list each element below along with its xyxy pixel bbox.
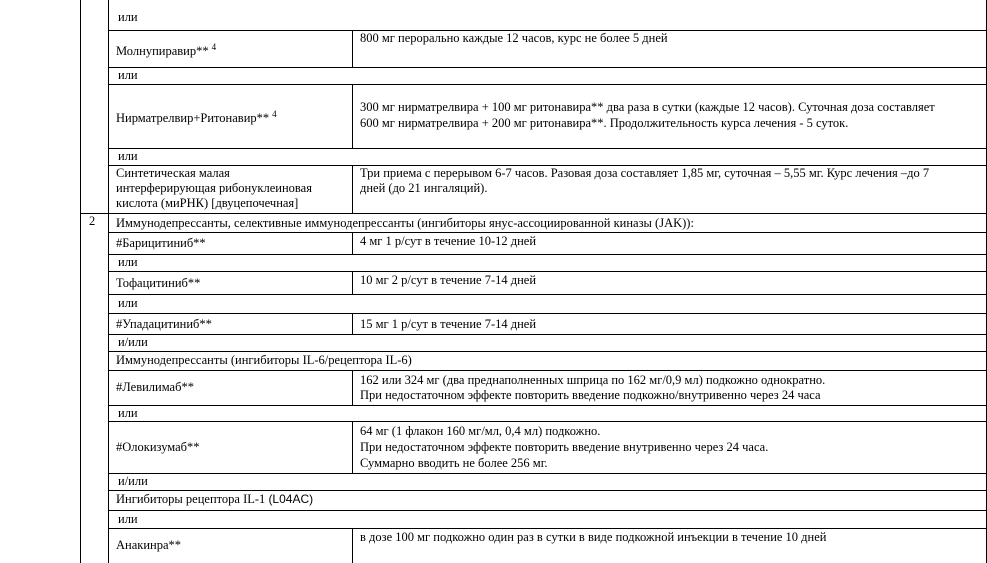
divider-name-dose [352,313,353,334]
divider-name-dose [352,232,353,254]
row-border [108,490,987,491]
row-border [108,351,987,352]
divider-name-dose [352,370,353,405]
connector-or: или [118,10,138,24]
dosage-text: При недостаточном эффекте повторить введение внутривенно через 24 часа. [360,440,769,454]
row-border [108,254,987,255]
connector-or: или [118,149,138,163]
connector-and-or: и/или [118,335,148,349]
drug-name: #Барицитиниб** [116,236,206,250]
divider-name-dose [352,84,353,148]
connector-or: или [118,68,138,82]
drug-name [116,40,216,59]
row-border [108,421,987,422]
row-border [108,271,987,272]
dosage-text: При недостаточном эффекте повторить введение подкожно/внутривенно через 24 часа [360,388,821,402]
row-border [108,84,987,85]
divider-name-dose [352,165,353,213]
group-header-text: Ингибиторы рецептора IL-1 [116,492,266,506]
footnote-ref: 4 [272,109,277,119]
section-number: 2 [89,214,96,228]
divider-name-dose [352,421,353,473]
drug-name-text: Молнупиравир** [116,44,209,58]
group-header [116,492,313,507]
dosage-text: 64 мг (1 флакон 160 мг/мл, 0,4 мл) подкожно. [360,424,601,438]
dosage-text: 162 или 324 мг (два преднаполненных шприца по 162 мг/0,9 мл) подкожно однократно. [360,373,826,387]
dosage-text: Три приема с перерывом 6-7 часов. Разовая доза составляет 1,85 мг, суточная – 5,55 мг. Курс лечения –до 7 [360,166,930,180]
drug-name-text: Нирматрелвир+Ритонавир** [116,111,270,125]
dosage-text: 300 мг нирматрелвира + 100 мг ритонавира** два раза в сутки (каждые 12 часов). Суточная доза составляет [360,100,935,114]
dosage-text: в дозе 100 мг подкожно один раз в сутки в виде подкожной инъекции в течение 10 дней [360,530,827,544]
row-border [108,313,987,314]
drug-name: #Левилимаб** [116,380,194,394]
dosage-text: Суммарно вводить не более 256 мг. [360,456,548,470]
divider-name-dose [352,30,353,67]
drug-name: Анакинра** [116,538,182,552]
connector-and-or: и/или [118,474,148,488]
section-border [80,213,987,214]
drug-name: интерферирующая рибонуклеиновая [116,181,312,195]
row-border [108,370,987,371]
row-border [108,528,987,529]
dosage-text: 15 мг 1 р/сут в течение 7-14 дней [360,317,537,331]
row-border [108,232,987,233]
row-border [108,473,987,474]
dosage-text: 10 мг 2 р/сут в течение 7-14 дней [360,273,537,287]
connector-or: или [118,512,138,526]
dosage-text: 4 мг 1 р/сут в течение 10-12 дней [360,234,537,248]
dosage-text: дней (до 21 ингаляций). [360,181,488,195]
connector-or: или [118,255,138,269]
group-header: Иммунодепрессанты, селективные иммунодепрессанты (ингибиторы янус-ассоциированной киназы (JAK)): [116,216,694,230]
drug-name: #Упадацитиниб** [116,317,212,331]
group-header: Иммунодепрессанты (ингибиторы IL-6/рецептора IL-6) [116,353,412,367]
row-border [108,510,987,511]
drug-name: Синтетическая малая [116,166,230,180]
drug-name: кислота (миРНК) [двуцепочечная] [116,196,299,210]
row-border [108,294,987,295]
drug-name: Тофацитиниб** [116,276,201,290]
row-border [108,148,987,149]
atc-code: (L04AC) [268,492,314,506]
row-border [108,405,987,406]
dosage-text: 800 мг перорально каждые 12 часов, курс не более 5 дней [360,31,668,45]
drug-name: #Олокизумаб** [116,440,200,454]
connector-or: или [118,296,138,310]
footnote-ref: 4 [211,42,217,52]
border-left [80,0,81,563]
connector-or: или [118,406,138,420]
drug-name [116,107,277,126]
dosage-text: 600 мг нирматрелвира + 200 мг ритонавира**. Продолжительность курса лечения - 5 суток. [360,116,849,130]
row-border [108,334,987,335]
divider-name-dose [352,271,353,294]
divider-name-dose [352,528,353,563]
row-border [108,67,987,68]
